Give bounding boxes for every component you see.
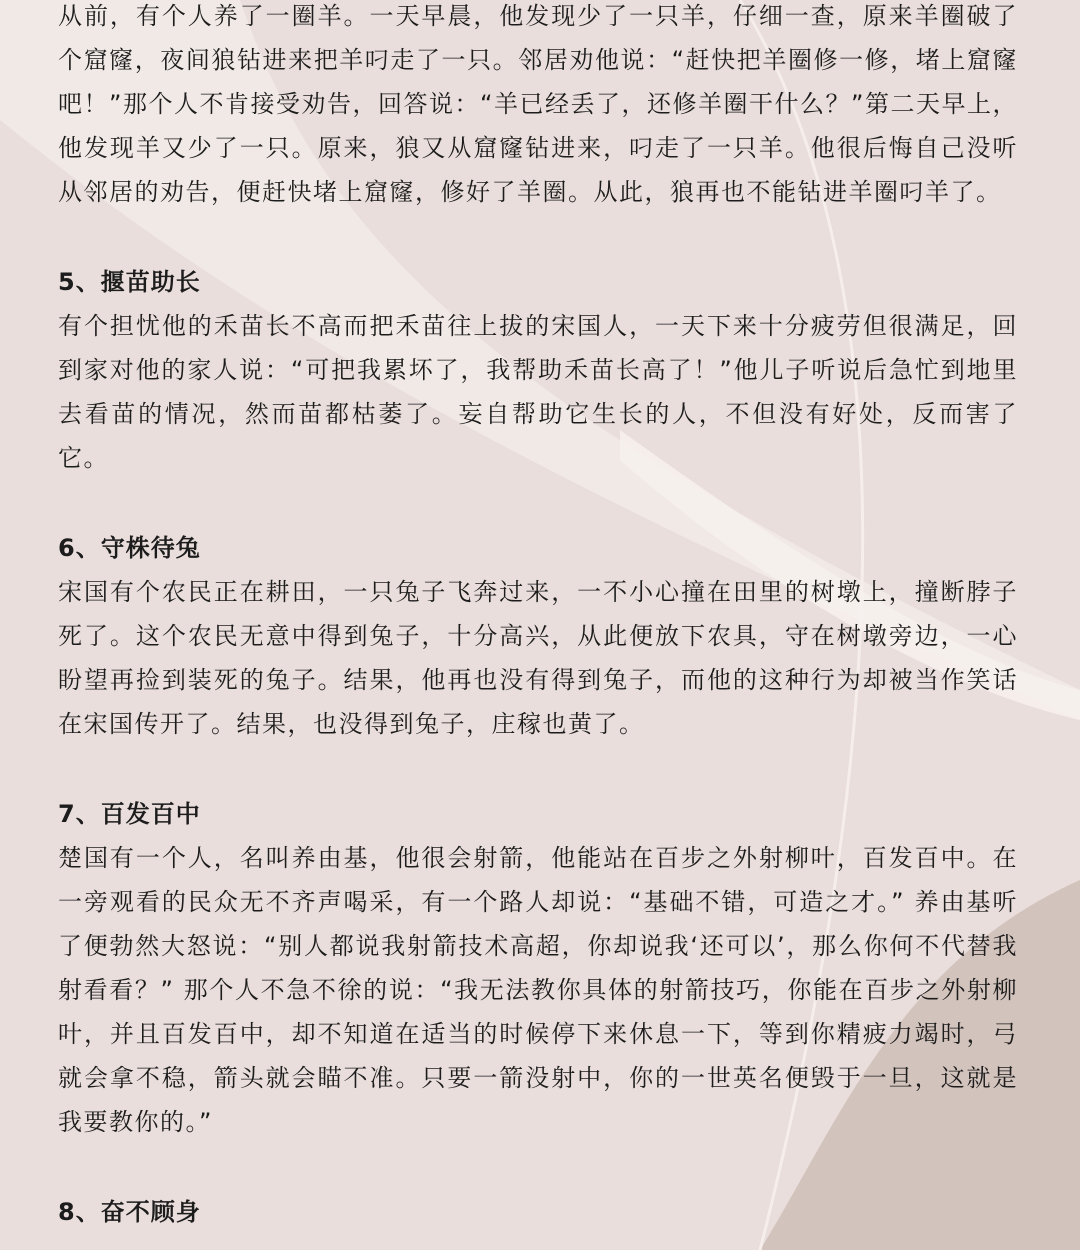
section-title: 5、揠苗助长 — [58, 268, 201, 296]
section-8 — [58, 1190, 1018, 1234]
article-content — [58, 0, 1018, 1234]
intro-paragraph: 从前，有个人养了一圈羊。一天早晨，他发现少了一只羊，仔细一查，原来羊圈破了个窟窿，夜间狼钻进来把羊叼走了一只。邻居劝他说：“赶快把羊圈修一修，堵上窟窿吧！”那个人不肯接受劝告，回答说：“羊已经丢了，还修羊圈干什么？”第二天早上，他发现羊又少了一只。原来，狼又从窟窿钻进来，叼走了一只羊。他很后悔自己没听从邻居的劝告，便赶快堵上窟窿，修好了羊圈。从此，狼再也不能钻进羊圈叼羊了。 — [58, 2, 1018, 206]
section-title: 6、守株待兔 — [58, 534, 201, 562]
section-7 — [58, 792, 1018, 1144]
section-5 — [58, 260, 1018, 480]
section-title: 8、奋不顾身 — [58, 1198, 201, 1226]
section-body: 楚国有一个人，名叫养由基，他很会射箭，他能站在百步之外射柳叶，百发百中。在一旁观看的民众无不齐声喝采，有一个路人却说：“基础不错，可造之才。” 养由基听了便勃然大怒说：“别人都说我射箭技术高超，你却说我‘还可以’，那么你何不代替我射看看？” 那个人不急不徐的说：“我无法教你具体的射箭技巧，你能在百步之外射柳叶，并且百发百中，却不知道在适当的时候停下来休息一下，等到你精疲力竭时，弓就会拿不稳，箭头就会瞄不准。只要一箭没射中，你的一世英名便毁于一旦，这就是我要教你的。” — [58, 844, 1018, 1136]
section-body: 有个担忧他的禾苗长不高而把禾苗往上拔的宋国人，一天下来十分疲劳但很满足，回到家对他的家人说：“可把我累坏了，我帮助禾苗长高了！”他儿子听说后急忙到地里去看苗的情况，然而苗都枯萎了。妄自帮助它生长的人，不但没有好处，反而害了它。 — [58, 312, 1018, 472]
section-6 — [58, 526, 1018, 746]
section-body: 宋国有个农民正在耕田，一只兔子飞奔过来，一不小心撞在田里的树墩上，撞断脖子死了。这个农民无意中得到兔子，十分高兴，从此便放下农具，守在树墩旁边，一心盼望再捡到装死的兔子。结果，他再也没有得到兔子，而他的这种行为却被当作笑话在宋国传开了。结果，也没得到兔子，庄稼也黄了。 — [58, 578, 1018, 738]
section-title: 7、百发百中 — [58, 800, 201, 828]
